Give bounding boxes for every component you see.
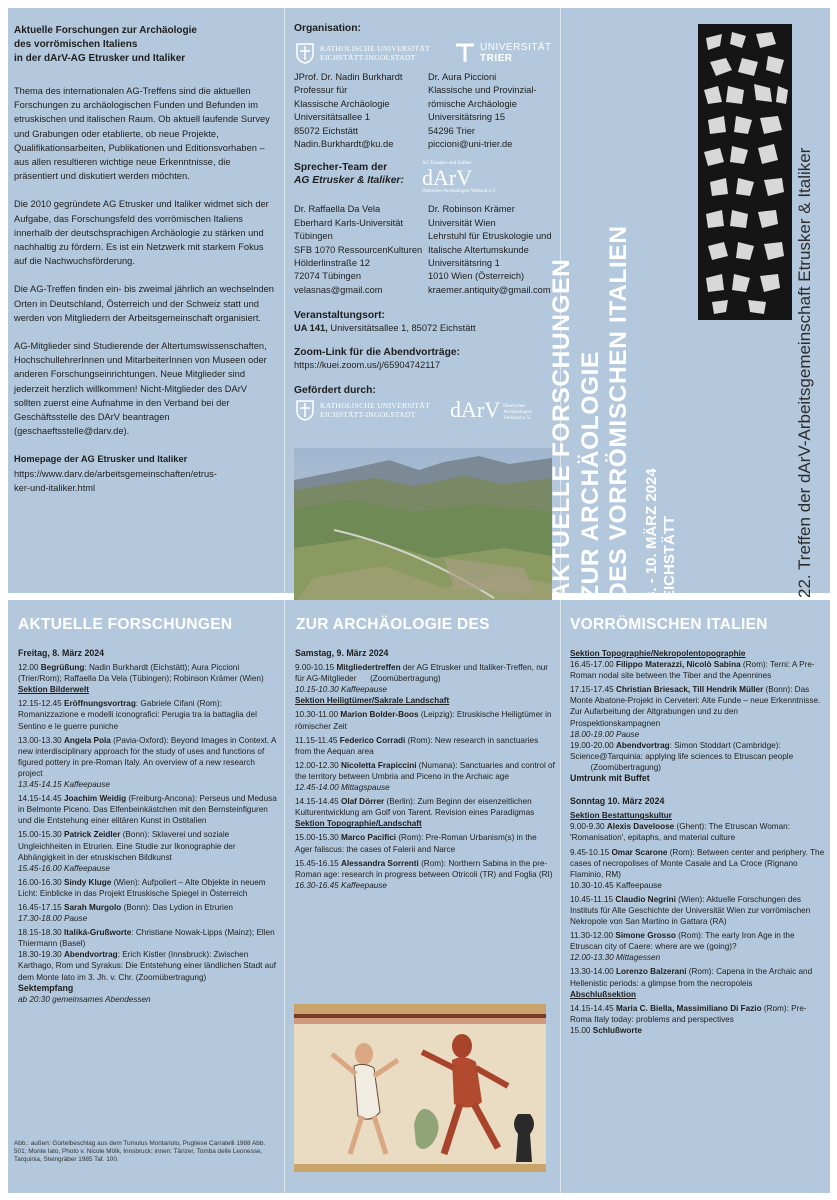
program-entry: 11.15-11.45 Federico Corradi (Rom): New research in sanctuaries from the Aequan area — [295, 735, 539, 756]
section-heading: Sektion Topographie/Landschaft — [295, 819, 422, 829]
program-entry: 9.00-10.15 Mitgliedertreffen der AG Etrusker und Italiker-Treffen, nur für AG-Mitglieder (Zoomübertragung) — [295, 663, 549, 684]
break-entry: 16.30-16.45 Kaffeepause — [295, 880, 387, 890]
program-entry: 14.15-14.45 Olaf Dörrer (Berlin): Zum Beginn der eisenzeitlichen Kulturentwicklung am Golf von Tarent. Revision eines Paradigmas — [295, 797, 535, 818]
program-entry: 15.00-15.30 Patrick Zeidler (Bonn): Sklaverei und soziale Ungleichheiten in Etrurien. Eine Studie zur Ikonographie der Abhängigkeit in der etruskischen Bildkunst — [18, 830, 236, 862]
program-entry: 17.15-17.45 Christian Briesack, Till Hendrik Müller (Bonn): Das Monte Abatone-Projekt in Cerveteri: Alte Funde – neue Erkenntnisse. Zur Aufarbeitung der Altgrabungen und zu den Prospektionskampagnen — [570, 685, 821, 728]
homepage-link[interactable]: https://www.darv.de/arbeitsgemeinschaften/etrus- ker-und-italiker.html — [14, 468, 217, 493]
section-heading: Sektion Bestattungskultur — [570, 811, 672, 821]
organiser-contacts — [294, 71, 556, 151]
program-header: VORRÖMISCHEN ITALIEN — [570, 616, 768, 633]
zoom-link[interactable]: https://kuei.zoom.us/j/65904742117 — [294, 359, 441, 370]
program-entry: 9.45-10.15 Omar Scarone (Rom): Between center and periphery. The cases of necropolises of Monte Casale and La Croce (Rignano Flaminio, RM) — [570, 847, 825, 879]
ku-crest-icon — [294, 399, 316, 421]
email-link[interactable]: velasnas@gmail.com — [294, 284, 383, 295]
program-entry: 16.45-17.15 Sarah Murgolo (Bonn): Das Lydion in Etrurien — [18, 902, 233, 912]
program-header: ZUR ARCHÄOLOGIE DES — [296, 616, 490, 633]
zoom-heading: Zoom-Link für die Abendvorträge: — [294, 346, 461, 358]
speaker-contacts — [294, 203, 556, 297]
section-heading: Sektion Bilderwelt — [18, 685, 89, 695]
break-entry: 18.00-19.00 Pause — [570, 729, 640, 739]
program-entry: 15.00 Schlußworte — [570, 1025, 642, 1035]
break-entry: 10.15-10.30 Kaffeepause — [295, 685, 387, 695]
ku-crest-icon — [294, 42, 316, 64]
day-heading: Samstag, 9. März 2024 — [295, 648, 389, 658]
break-entry: 12.00-13.30 Mittagessen — [570, 953, 661, 963]
trier-emblem-icon — [454, 42, 476, 64]
homepage-label: Homepage der AG Etrusker und Italiker — [14, 454, 188, 465]
fresco-dancer-image — [294, 1004, 546, 1172]
reception-heading: Sektempfang — [18, 982, 74, 993]
program-entry: 19.00-20.00 Abendvortrag: Simon Stoddart (Cambridge): Science@Tarquinia: applying life sciences to Etruscan people (Zoomübertragung) — [570, 740, 794, 772]
darv-logo: AG Etrusker und Italiker dArV Deutscher Archäologen-Verband e.V. — [422, 161, 497, 195]
program-header: AKTUELLE FORSCHUNGEN — [18, 616, 233, 633]
fold-line — [284, 600, 285, 1193]
image-credits: Abb.: außen: Gürtelbeschlag aus dem Tumulus Montariolo, Pugliese Carratelli 1988 Abb. 501; Monte Iato, Photo v. Nicole Mölk, Innsbruck; innen: Tänzer, Tomba delle Leonesse, Tarquinia, Steingräber 1985 Taf. 100. — [14, 1140, 266, 1163]
event-place: EICHSTÄTT — [660, 515, 678, 600]
program-entry: 11.30-12.00 Simone Grosso (Rom): The early Iron Age in the Etruscan city of Caere: where are we (going)? — [570, 931, 795, 952]
organiser-logos — [294, 39, 556, 67]
day-heading: Sonntag 10. März 2024 — [570, 796, 665, 807]
program-entry: 13.00-13.30 Angela Pola (Pavia-Oxford): Beyond Images in Context. A new interdisciplinary approach for the study of uses and functions of figured pottery in pre-Roman Italy. An overview of a new research project — [18, 735, 277, 778]
fold-line — [560, 600, 561, 1193]
program-entry: 16.00-16.30 Sindy Kluge (Wien): Aufpoliert – Alte Objekte in neuem Licht: Einblicke in das Projekt Etruskische Spiegel in Österreich — [18, 877, 266, 898]
break-entry: 17.30-18.00 Pause — [18, 914, 88, 924]
landscape-photo — [294, 448, 552, 604]
program-entry: 13.30-14.00 Lorenzo Balzerani (Rom): Capena in the Archaic and Hellenistic periods: a glimpse from the necropoleis — [570, 967, 813, 988]
intro-column — [14, 24, 276, 495]
organisation-column — [294, 22, 556, 421]
program-entry: 14.15-14.45 Maria C. Biella, Massimiliano Di Fazio (Rom): Pre-Roma Italy today: problems and perspectives — [570, 1003, 807, 1024]
flyer-outside — [8, 8, 830, 600]
darv-sponsor-logo: dArV Deutscher Archäologen- Verband e.V. — [450, 397, 534, 423]
program-entry: 15.45-16.15 Alessandra Sorrenti (Rom): Northern Sabina in the pre-Roman age: research in progress between Otricoli (TR) and Foglia (RI) — [295, 858, 553, 879]
section-heading: Sektion Heiligtümer/Sakrale Landschaft — [295, 696, 450, 706]
venue-address: UA 141, Universitätsallee 1, 85072 Eichstätt — [294, 323, 476, 334]
intro-paragraph: Die 2010 gegründete AG Etrusker und Italiker widmet sich der Aufgabe, das Forschungsfeld des vorrömischen Italiens innerhalb der deutschsprachigen Archäologie zu stärken und nachhaltig zu fördern. Es ist ein Netzwerk mit starkem Fokus auf die Nachwuchsförderung. — [14, 199, 269, 267]
program-entry: 9.00-9.30 Alexis Daveloose (Ghent): The Etruscan Woman: 'Romanisation', epitaphs, and material culture — [570, 822, 790, 843]
event-date: 8. - 10. MÄRZ 2024 — [642, 468, 660, 600]
program-entry: 10.45-11.15 Claudio Negrini (Wien): Aktuelle Forschungen des Instituts für Alte Geschichte der Universität Wien zur vorrömischen Nekropole von San Martino in Gattara (RA) — [570, 894, 811, 927]
contact-piccioni: Dr. Aura Piccioni Klassische und Provinzial- römische Archäologie Universitätsring 15 54296 Trier piccioni@uni-trier.de — [428, 71, 556, 151]
email-link[interactable]: Nadin.Burkhardt@ku.de — [294, 139, 394, 150]
cover-title: AKTUELLE FORSCHUNGEN ZUR ARCHÄOLOGIE DES VORRÖMISCHEN ITALIEN — [548, 225, 632, 600]
organisation-heading: Organisation: — [294, 23, 361, 34]
section-heading: Abschlußsektion — [570, 989, 636, 999]
intro-paragraph: Thema des internationalen AG-Treffens sind die aktuellen Forschungen zu archäologischen Funden und Befunden im etruskischen und italischen Raum. Ob aktuell laufende Survey und Grabungen oder etablierte, ob neue Projekte, Qualifikationsarbeiten, Publikationen und Editionsvorhaben – aus allen resultieren wichtige neue Erkenntnisse, die präsentiert und diskutiert werden möchten. — [14, 86, 270, 182]
break-entry: ab 20:30 gemeinsames Abendessen — [18, 994, 151, 1004]
intro-title: Aktuelle Forschungen zur Archäologie des vorrömischen Italiens in der dArV-AG Etrusker und Italiker — [14, 25, 197, 64]
program-sunday — [570, 648, 826, 1036]
cover-side-title: 22. Treffen der dArV-Arbeitsgemeinschaft Etrusker & Italiker — [795, 147, 814, 598]
break-entry: 12.45-14.00 Mittagspause — [295, 783, 390, 793]
belt-buckle-artwork — [698, 24, 792, 320]
program-entry: 10.30-11.00 Marion Bolder-Boos (Leipzig): Etruskische Heiligtümer in römischer Zeit — [295, 710, 552, 731]
program-entry: 12.00 Begrüßung: Nadin Burkhardt (Eichstätt); Aura Piccioni (Trier/Rom); Raffaella Da Vela (Tübingen); Robinson Krämer (Wien) — [18, 663, 264, 684]
day-heading: Freitag, 8. März 2024 — [18, 648, 105, 658]
intro-paragraph: Die AG-Treffen finden ein- bis zweimal jährlich an wechselnden Orten in Deutschland, Österreich und der Schweiz statt und werden von Mitgliedern der Arbeitsgemeinschaft organisiert. — [14, 284, 274, 323]
section-heading: Sektion Topographie/Nekropolentopographie — [570, 649, 746, 658]
fold-line — [284, 8, 285, 593]
program-entry: 12.00-12.30 Nicoletta Frapiccini (Numana): Sanctuaries and control of the territory between Umbria and Piceno in the Archaic age — [295, 760, 555, 781]
program-friday — [18, 648, 280, 1005]
break-entry: 15.45-16.00 Kaffeepause — [18, 863, 110, 873]
break-entry: 13.45-14.15 Kaffeepause — [18, 780, 110, 790]
program-entry: 14.15-14.45 Joachim Weidig (Freiburg-Ancona): Perseus und Medusa in Belmonte Piceno. Das Elfenbeinkästchen mit den Bernsteinfiguren und die Entstehung einer elitären Kunst in Ostitalien — [18, 794, 277, 826]
ku-logo: KATHOLISCHE UNIVERSITÄT EICHSTÄTT-INGOLSTADT — [294, 399, 430, 421]
sponsor-heading: Gefördert durch: — [294, 385, 376, 397]
venue-heading: Veranstaltungsort: — [294, 310, 385, 322]
break-entry: 10.30-10.45 Kaffeepause — [570, 880, 662, 890]
email-link[interactable]: kraemer.antiquity@gmail.com — [428, 284, 551, 295]
flyer-inside — [8, 600, 830, 1193]
contact-da-vela: Dr. Raffaella Da Vela Eberhard Karls-Universität Tübingen SFB 1070 RessourcenKulturen Hölderlinstraße 12 72074 Tübingen velasnas@gmail.com — [294, 203, 422, 297]
program-entry: 16.45-17.00 Filippo Materazzi, Nicolò Sabina (Rom): Terni: A Pre-Roman nodal site between the Tiber and the Apennines — [570, 660, 815, 681]
trier-logo: UNIVERSITÄT TRIER — [454, 42, 552, 64]
buffet-heading: Umtrunk mit Buffet — [570, 773, 650, 784]
program-saturday — [295, 648, 555, 891]
program-entry: 18.30-19.30 Abendvortrag: Erich Kistler (Innsbruck): Zwischen Karthago, Rom und Syrakus: Die Entstehung einer ländlichen Stadt auf dem Monte Iato im 3. Jh. v. Chr. (Zoomübertragung) — [18, 950, 277, 982]
email-link[interactable]: piccioni@uni-trier.de — [428, 139, 513, 150]
intro-paragraph: AG-Mitglieder sind Studierende der Altertumswissenschaften, HochschullehrerInnen und MitarbeiterInnen von Museen oder anderen Forschungseinrichtungen. Neue Mitglieder sind jederzeit herzlich willkommen! Nicht-Mitglieder des DArV sollten zuerst eine Aufnahme in den Verband bei der Geschäftsstelle des DArV beantragen (geschaeftsstelle@darv.de). — [14, 341, 267, 437]
program-entry: 15.00-15.30 Marco Pacifici (Rom): Pre-Roman Urbanism(s) in the Ager faliscus: the cases of Falerii and Narce — [295, 833, 537, 854]
sponsor-logos — [294, 399, 556, 421]
ku-logo: KATHOLISCHE UNIVERSITÄT EICHSTÄTT-INGOLSTADT — [294, 42, 430, 64]
contact-burkhardt: JProf. Dr. Nadin Burkhardt Professur für Klassische Archäologie Universitätsallee 1 85072 Eichstätt Nadin.Burkhardt@ku.de — [294, 71, 422, 151]
speakers-heading: Sprecher-Team der AG Etrusker & Italiker: — [294, 162, 404, 187]
cover-title-block — [548, 160, 678, 600]
program-entry: 18.15-18.30 Italiká-Grußworte: Christiane Nowak-Lipps (Mainz); Ellen Thiermann (Basel) — [18, 928, 275, 949]
contact-kraemer: Dr. Robinson Krämer Universität Wien Lehrstuhl für Etruskologie und Italische Altertumskunde Universitätsring 1 1010 Wien (Österreich) kraemer.antiquity@gmail.com — [428, 203, 556, 297]
program-entry: 12.15-12.45 Eröffnungsvortrag: Gabriele Cifani (Rom): Romanizzazione e modelli iconografici: Perugia tra la battaglia del Sentino e le guerre puniche — [18, 699, 257, 731]
